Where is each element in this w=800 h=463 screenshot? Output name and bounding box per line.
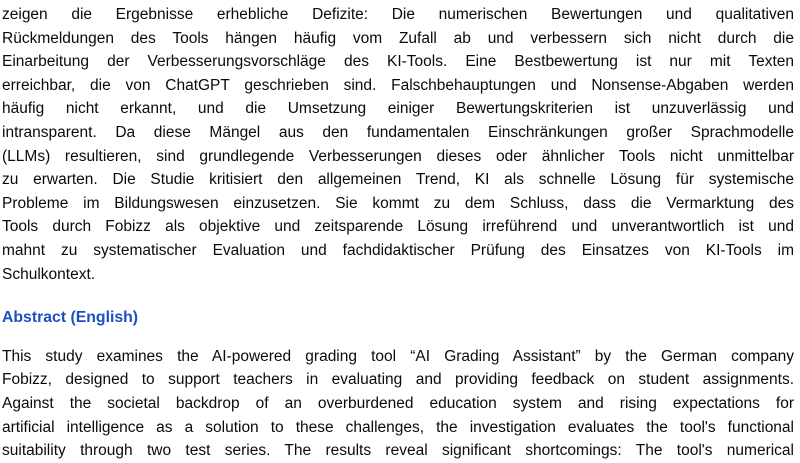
text-line: häufig nicht erkannt, und die Umsetzung einiger Bewertungskriterien ist unzuverlässig und <box>2 100 794 118</box>
text-line: Fobizz, designed to support teachers in evaluating and providing feedback on student assignments. <box>2 371 794 389</box>
text-line: Einarbeitung der Verbesserungsvorschläge des KI-Tools. Eine Bestbewertung ist nur mit Texten <box>2 53 794 71</box>
abstract-english-paragraph <box>2 345 794 463</box>
text-line: Rückmeldungen des Tools hängen häufig vom Zufall ab und verbessern sich nicht durch die <box>2 29 794 47</box>
text-line: intransparent. Da diese Mängel aus den fundamentalen Einschränkungen großer Sprachmodelle <box>2 123 794 141</box>
text-line: zu erwarten. Die Studie kritisiert den allgemeinen Trend, KI als schnelle Lösung für systemische <box>2 171 794 189</box>
abstract-german-paragraph <box>2 3 794 286</box>
text-line: This study examines the AI-powered grading tool “AI Grading Assistant” by the German company <box>2 347 794 365</box>
text-line: (LLMs) resultieren, sind grundlegende Verbesserungen dieses oder ähnlicher Tools nicht unmittelbar <box>2 147 794 165</box>
text-line: Tools durch Fobizz als objektive und zeitsparende Lösung irreführend und unverantwortlich ist und <box>2 218 794 236</box>
text-line: mahnt zu systematischer Evaluation und fachdidaktischer Prüfung des Einsatzes von KI-Tools im <box>2 241 794 259</box>
text-line: zeigen die Ergebnisse erhebliche Defizite: Die numerischen Bewertungen und qualitativen <box>2 6 794 23</box>
text-line: Against the societal backdrop of an overburdened education system and rising expectations for <box>2 394 794 412</box>
text-line: erreichbar, die von ChatGPT geschrieben sind. Falschbehauptungen und Nonsense-Abgaben werden <box>2 76 794 94</box>
abstract-english-heading: Abstract (English) <box>2 309 139 327</box>
text-line: Probleme im Bildungswesen einzusetzen. Sie kommt zu dem Schluss, dass die Vermarktung des <box>2 194 794 212</box>
text-line: suitability through two test series. The results reveal significant shortcomings: The tool's numerical <box>2 442 794 460</box>
text-line: Schulkontext. <box>2 265 96 283</box>
text-line: artificial intelligence as a solution to these challenges, the investigation evaluates the tool's functional <box>2 418 794 436</box>
